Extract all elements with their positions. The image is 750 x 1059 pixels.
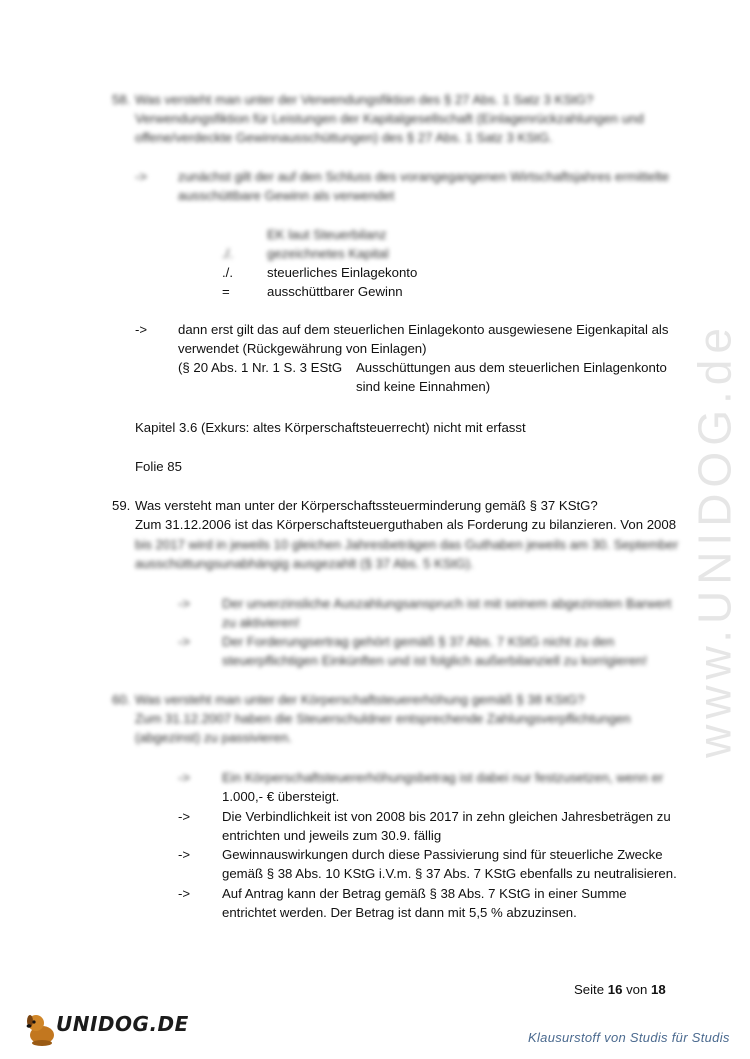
q60-line1: Was versteht man unter der Körperschaftsteuererhöhung gemäß § 38 KStG? <box>135 692 585 707</box>
calc-line-3: steuerliches Einlagekonto <box>267 265 418 280</box>
footer-slogan: Klausurstoff von Studis für Studis <box>528 1030 730 1045</box>
q60-item3-line1: Gewinnauswirkungen durch diese Passivierung sind für steuerliche Zwecke <box>222 847 663 862</box>
q60-item2-arrow: -> <box>178 809 191 824</box>
q58-line2: Verwendungsfiktion für Leistungen der Kapitalgesellschaft (Einlagenrückzahlungen und <box>135 111 644 126</box>
q60-item2-line2: entrichten und jeweils zum 30.9. fällig <box>222 828 442 843</box>
q60-line2: Zum 31.12.2007 haben die Steuerschuldner entsprechende Zahlungsverpflichtungen <box>135 711 631 726</box>
calc-line-1: EK laut Steuerbilanz <box>267 227 387 242</box>
q60-item3-line2: gemäß § 38 Abs. 10 KStG i.V.m. § 37 Abs. 7 KStG ebenfalls zu neutralisieren. <box>222 866 677 881</box>
calc-op-2: ./. <box>222 246 233 261</box>
q59-item2-line1: Der Forderungsertrag gehört gemäß § 37 Abs. 7 KStG nicht zu den <box>222 634 615 649</box>
q58-ref: (§ 20 Abs. 1 Nr. 1 S. 3 EStG <box>178 360 343 375</box>
q60-item1-line2: 1.000,- € übersteigt. <box>222 789 340 804</box>
q59-line4: ausschüttungsunabhängig ausgezahlt (§ 37 Abs. 5 KStG). <box>135 556 474 571</box>
q59-number: 59. <box>112 498 131 513</box>
folie-note: Folie 85 <box>135 459 182 474</box>
q59-line2: Zum 31.12.2006 ist das Körperschaftsteuerguthaben als Forderung zu bilanzieren. Von 2008 <box>135 517 677 532</box>
q58-ref-text1: Ausschüttungen aus dem steuerlichen Einlagenkonto <box>356 360 667 375</box>
kapitel-note: Kapitel 3.6 (Exkurs: altes Körperschaftsteuerrecht) nicht mit erfasst <box>135 420 526 435</box>
q59-item1-arrow: -> <box>178 596 191 611</box>
q60-item4-line2: entrichtet werden. Der Betrag ist dann mit 5,5 % abzuzinsen. <box>222 905 577 920</box>
page-sep: von <box>626 982 648 997</box>
q60-item1-line1: Ein Körperschaftsteuererhöhungsbetrag ist dabei nur festzusetzen, wenn er <box>222 770 664 785</box>
q59-line3: bis 2017 wird in jeweils 10 gleichen Jahresbeträgen das Guthaben jeweils am 30. September <box>135 537 679 552</box>
page-total: 18 <box>651 982 666 997</box>
unidog-logo[interactable] <box>22 1011 189 1047</box>
page-prefix: Seite <box>574 982 605 997</box>
q58-arrow2-line2: verwendet (Rückgewährung von Einlagen) <box>178 341 427 356</box>
q58-line1: Was versteht man unter der Verwendungsfiktion des § 27 Abs. 1 Satz 3 KStG? <box>135 92 594 107</box>
q59-item1-line2: zu aktivieren! <box>222 615 300 630</box>
q58-arrow2: -> <box>135 322 148 337</box>
q58-arrow2-line1: dann erst gilt das auf dem steuerlichen Einlagekonto ausgewiesene Eigenkapital als <box>178 322 669 337</box>
q60-item3-arrow: -> <box>178 847 191 862</box>
calc-line-2: gezeichnetes Kapital <box>267 246 389 261</box>
q58-arrow1: -> <box>135 169 148 184</box>
calc-op-3: ./. <box>222 265 233 280</box>
q60-item2-line1: Die Verbindlichkeit ist von 2008 bis 2017 in zehn gleichen Jahresbeträgen zu <box>222 809 671 824</box>
calc-op-4: = <box>222 284 230 299</box>
q59-item2-arrow: -> <box>178 634 191 649</box>
page-current: 16 <box>607 982 623 997</box>
page-number <box>574 980 666 999</box>
q58-ref-text2: sind keine Einnahmen) <box>356 379 491 394</box>
q60-item4-arrow: -> <box>178 886 191 901</box>
q58-arrow1-line1: zunächst gilt der auf den Schluss des vorangegangenen Wirtschaftsjahres ermittelte <box>178 169 670 184</box>
q60-item4-line1: Auf Antrag kann der Betrag gemäß § 38 Abs. 7 KStG in einer Summe <box>222 886 627 901</box>
q59-item1-line1: Der unverzinsliche Auszahlungsanspruch ist mit seinem abgezinsten Barwert <box>222 596 672 611</box>
q58-line3: offene/verdeckte Gewinnausschüttungen) des § 27 Abs. 1 Satz 3 KStG. <box>135 130 553 145</box>
q60-item1-arrow: -> <box>178 770 191 785</box>
logo-text: UNIDOG.DE <box>56 1012 189 1036</box>
q58-number: 58. <box>112 92 131 107</box>
q58-arrow1-line2: ausschüttbare Gewinn als verwendet <box>178 188 395 203</box>
q60-line3: (abgezinst) zu passivieren. <box>135 730 292 745</box>
q59-line1: Was versteht man unter der Körperschaftssteuerminderung gemäß § 37 KStG? <box>135 498 598 513</box>
q60-number: 60. <box>112 692 131 707</box>
q59-item2-line2: steuerpflichtigen Einkünften und ist folglich außerbilanziell zu korrigieren! <box>222 653 648 668</box>
calc-line-4: ausschüttbarer Gewinn <box>267 284 403 299</box>
watermark: www.UNIDOG.de <box>688 322 741 758</box>
